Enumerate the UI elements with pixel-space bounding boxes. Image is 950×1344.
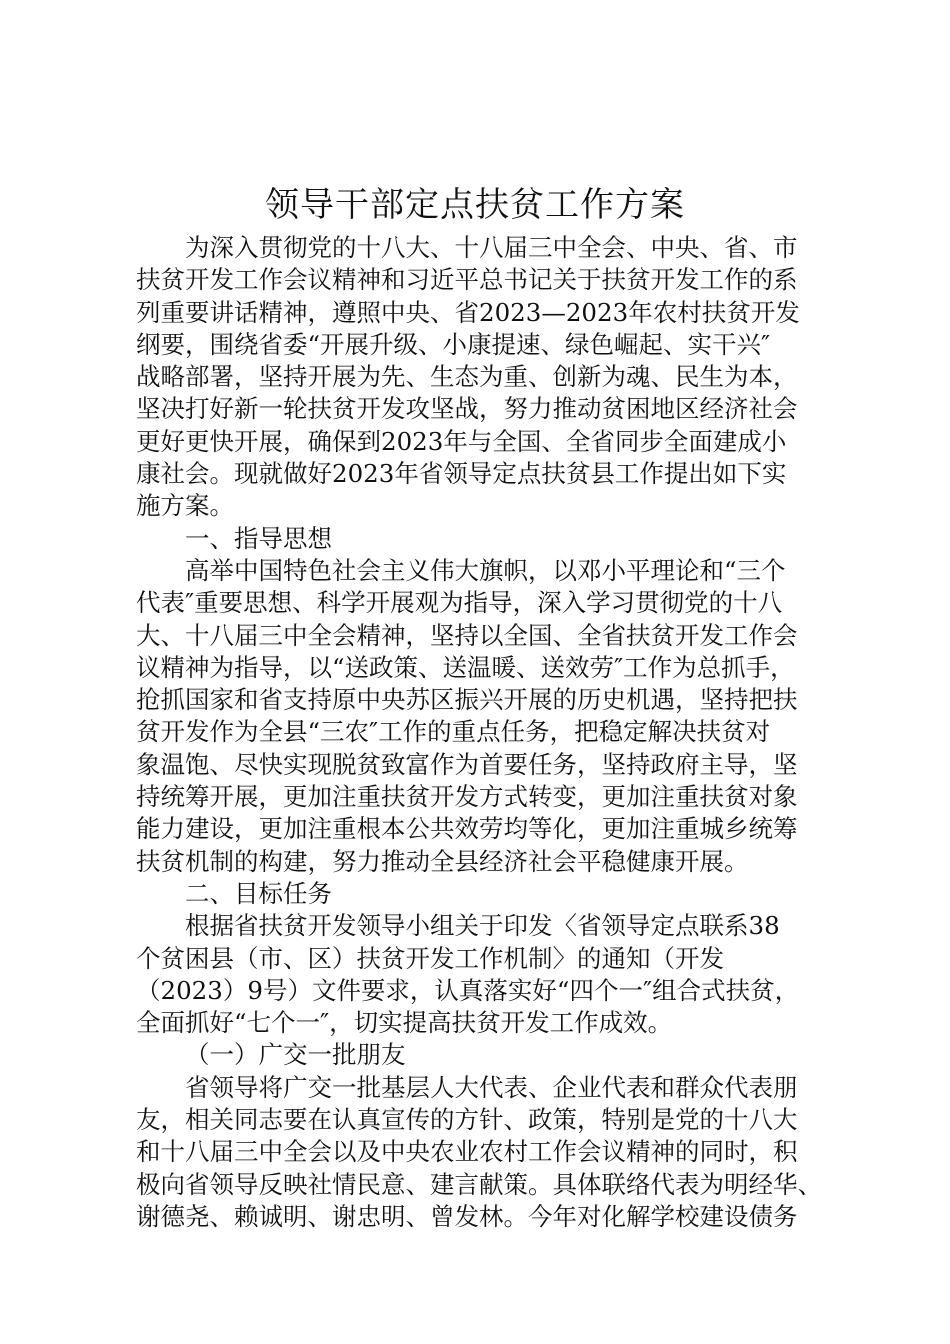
paragraph-line: 根据省扶贫开发领导小组关于印发〈省领导定点联系38 xyxy=(185,911,780,941)
paragraph-line: 全面抓好“七个一″，切实提高扶贫开发工作成效。 xyxy=(136,1008,673,1038)
paragraph-line: 坚决打好新一轮扶贫开发攻坚战，努力推动贫困地区经济社会 xyxy=(136,394,798,424)
paragraph-line: 议精神为指导，以“送政策、送温暖、送效劳″工作为总抓手， xyxy=(136,652,795,682)
paragraph-line: 友，相关同志要在认真宣传的方针、政策，特别是党的十八大 xyxy=(136,1105,798,1135)
paragraph-line: 象温饱、尽快实现脱贫致富作为首要任务，坚持政府主导，坚 xyxy=(136,749,798,779)
paragraph-line: 贫开发作为全县“三农″工作的重点任务，把稳定解决扶贫对 xyxy=(136,717,771,747)
paragraph-line: （2023）9号）文件要求，认真落实好“四个一″组合式扶贫， xyxy=(136,975,800,1005)
paragraph-line: 战略部署，坚持开展为先、生态为重、创新为魂、民生为本， xyxy=(136,362,798,392)
section-heading: 一、指导思想 xyxy=(185,523,332,553)
paragraph-line: 省领导将广交一批基层人大代表、企业代表和群众代表朋 xyxy=(185,1072,798,1102)
paragraph-line: 持统筹开展，更加注重扶贫开发方式转变，更加注重扶贫对象 xyxy=(136,782,798,812)
paragraph-line: 纲要，围绕省委“开展升级、小康提速、绿色崛起、实干兴″ xyxy=(136,329,771,359)
subsection-heading: （一）广交一批朋友 xyxy=(185,1040,406,1070)
paragraph-line: 个贫困县（市、区）扶贫开发工作机制〉的通知（开发 xyxy=(136,943,724,973)
paragraph-line: 谢德尧、赖诚明、谢忠明、曾发林。今年对化解学校建设债务 xyxy=(136,1201,798,1231)
section-heading: 二、目标任务 xyxy=(185,878,332,908)
paragraph-line: 大、十八届三中全会精神，坚持以全国、全省扶贫开发工作会 xyxy=(136,620,798,650)
paragraph-line: 扶贫机制的构建，努力推动全县经济社会平稳健康开展。 xyxy=(136,846,749,876)
paragraph-line: 康社会。现就做好2023年省领导定点扶贫县工作提出如下实 xyxy=(136,459,787,489)
paragraph-line: 高举中国特色社会主义伟大旗帜，以邓小平理论和“三个 xyxy=(185,555,786,585)
paragraph-line: 极向省领导反映社情民意、建言献策。具体联络代表为明经华、 xyxy=(136,1169,822,1199)
paragraph-line: 施方案。 xyxy=(136,491,234,521)
paragraph-line: 和十八届三中全会以及中央农业农村工作会议精神的同时，积 xyxy=(136,1137,798,1167)
paragraph-line: 列重要讲话精神，遵照中央、省2023—2023年农村扶贫开发 xyxy=(136,297,800,327)
document-body xyxy=(136,232,836,1233)
paragraph-line: 代表″重要思想、科学开展观为指导，深入学习贯彻党的十八 xyxy=(136,588,783,618)
paragraph-line: 更好更快开展，确保到2023年与全国、全省同步全面建成小 xyxy=(136,426,787,456)
paragraph-line: 扶贫开发工作会议精神和习近平总书记关于扶贫开发工作的系 xyxy=(136,265,798,295)
paragraph-line: 抢抓国家和省支持原中央苏区振兴开展的历史机遇，坚持把扶 xyxy=(136,685,798,715)
document-title: 领导干部定点扶贫工作方案 xyxy=(265,185,685,225)
paragraph-line: 能力建设，更加注重根本公共效劳均等化，更加注重城乡统筹 xyxy=(136,814,798,844)
paragraph-line: 为深入贯彻党的十八大、十八届三中全会、中央、省、市 xyxy=(185,233,798,262)
